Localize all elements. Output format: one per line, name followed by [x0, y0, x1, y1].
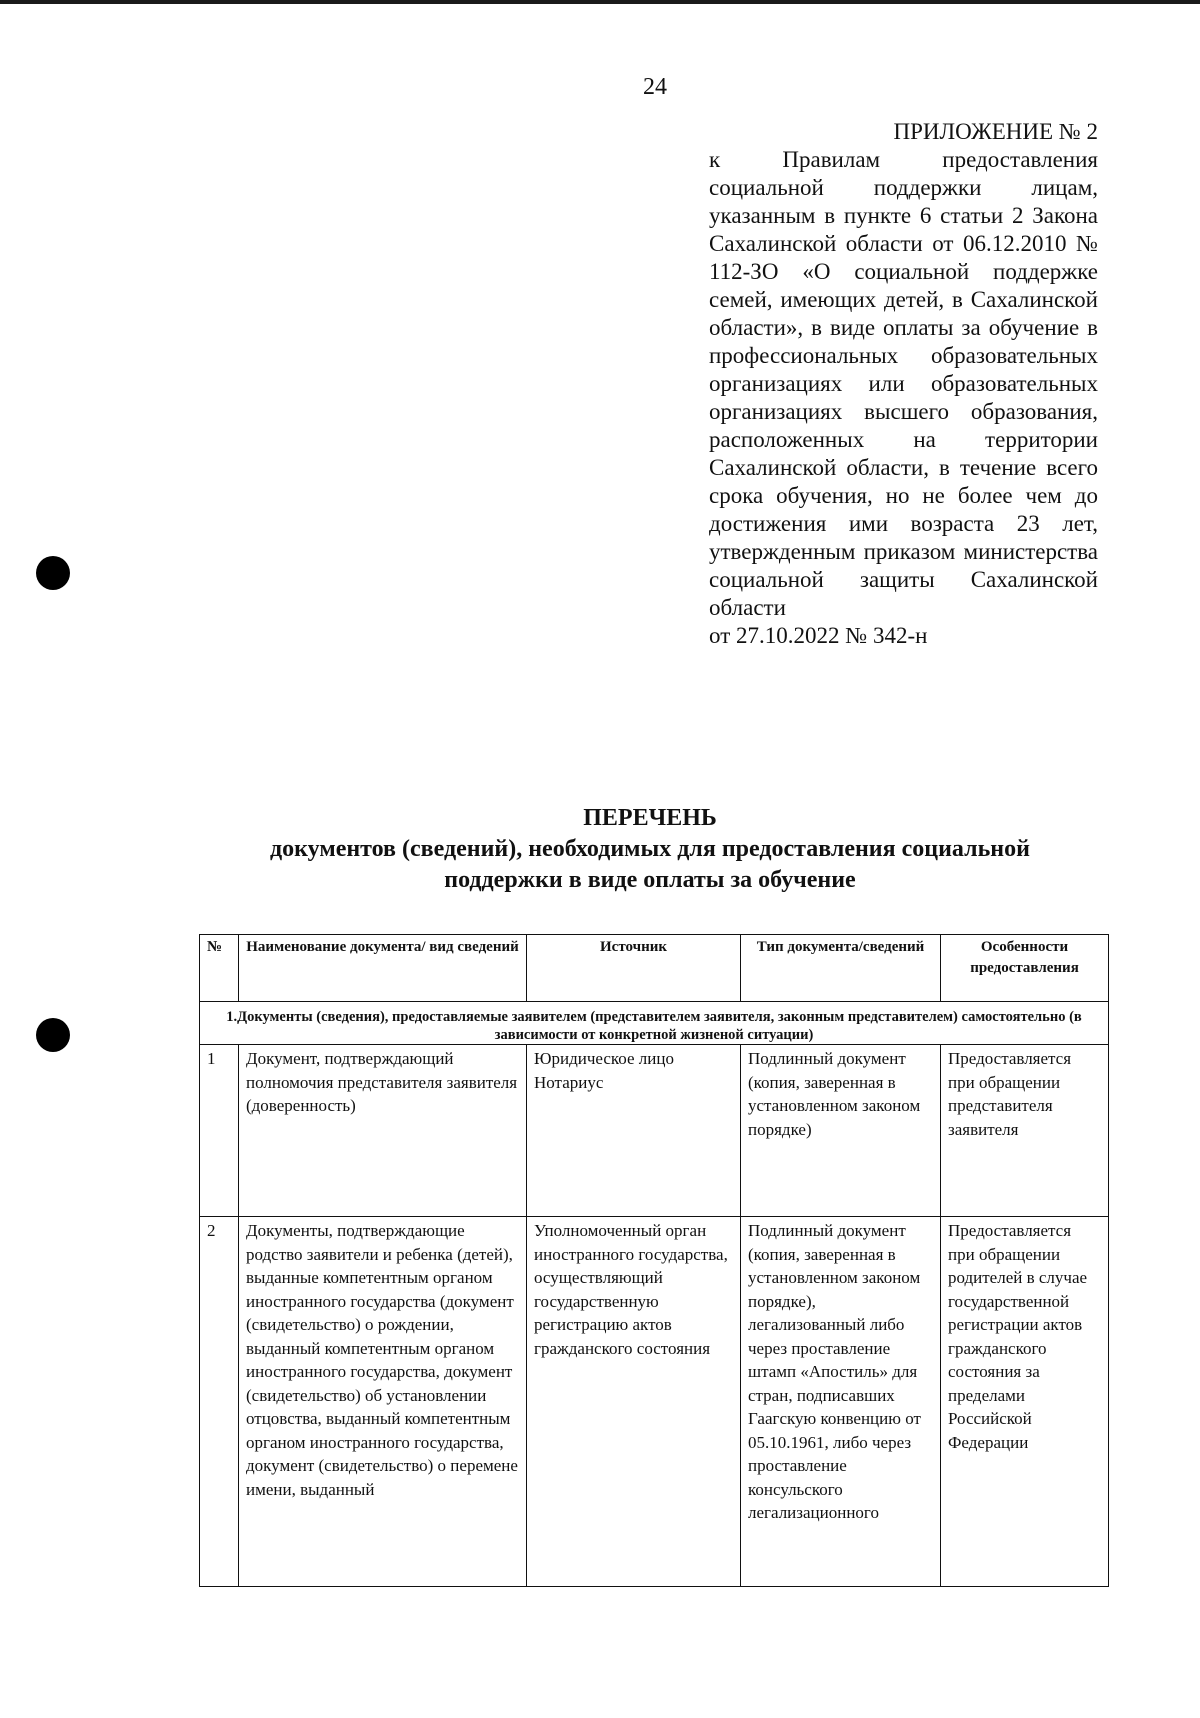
row-features: Предоставляется при обращении представителя заявителя: [941, 1045, 1109, 1217]
row-features: Предоставляется при обращении родителей в случае государственной регистрации актов гражданского состояния за пределами Российской Федерации: [941, 1217, 1109, 1587]
row-type: Подлинный документ (копия, заверенная в установленном законом порядке), легализованный либо через проставление штамп «Апостиль» для стран, подписавших Гаагскую конвенцию от 05.10.1961, либо через проставление консульского легализационного: [741, 1217, 941, 1587]
document-title-line-3: поддержки в виде оплаты за обучение: [444, 867, 856, 893]
row-num: 1: [200, 1045, 239, 1217]
appendix-body: к Правилам предоставления социальной поддержки лицам, указанным в пункте 6 статьи 2 Закона Сахалинской области от 06.12.2010 № 112-ЗО «О социальной поддержке семей, имеющих детей, в Сахалинской области», в виде оплаты за обучение в профессиональных образовательных организациях или образовательных организациях высшего образования, расположенных на территории Сахалинской области, в течение всего срока обучения, но не более чем до достижения ими возраста 23 лет, утвержденным приказом министерства социальной защиты Сахалинской области: [709, 147, 1098, 620]
documents-table: [199, 934, 1109, 1587]
appendix-block: [709, 118, 1098, 650]
section-1-heading: 1.Документы (сведения), предоставляемые заявителем (представителем заявителя, законным представителем) самостоятельно (в зависимости от конкретной жизненой ситуации): [200, 1002, 1109, 1045]
appendix-date: от 27.10.2022 № 342-н: [709, 623, 928, 648]
header-num: №: [200, 935, 239, 1002]
row-name: Документ, подтверждающий полномочия представителя заявителя (доверенность): [239, 1045, 527, 1217]
page-number: 24: [643, 74, 667, 100]
document-title: [170, 803, 1130, 896]
table-header-row: [200, 935, 1109, 1002]
row-name: Документы, подтверждающие родство заявители и ребенка (детей), выданные компетентным органом иностранного государства (документ (свидетельство) о рождении, выданный компетентным органом иностранного государства, документ (свидетельство) об установлении отцовства, выданный компетентным органом иностранного государства, документ (свидетельство) о перемене имени, выданный: [239, 1217, 527, 1587]
header-features: Особенности предоставления: [941, 935, 1109, 1002]
header-type: Тип документа/сведений: [741, 935, 941, 1002]
row-source: Уполномоченный орган иностранного государства, осуществляющий государственную регистрацию актов гражданского состояния: [527, 1217, 741, 1587]
row-type: Подлинный документ (копия, заверенная в установленном законом порядке): [741, 1045, 941, 1217]
scan-edge-line: [0, 0, 1200, 4]
row-num: 2: [200, 1217, 239, 1587]
punch-hole-upper: [36, 556, 70, 590]
punch-hole-lower: [36, 1018, 70, 1052]
document-title-line-2: документов (сведений), необходимых для предоставления социальной: [270, 836, 1030, 862]
document-title-line-1: ПЕРЕЧЕНЬ: [583, 805, 717, 831]
section-heading-row: [200, 1002, 1109, 1045]
table-row: [200, 1045, 1109, 1217]
header-source: Источник: [527, 935, 741, 1002]
appendix-title: ПРИЛОЖЕНИЕ № 2: [893, 119, 1098, 144]
row-source: Юридическое лицо Нотариус: [527, 1045, 741, 1217]
table-row: [200, 1217, 1109, 1587]
header-name: Наименование документа/ вид сведений: [239, 935, 527, 1002]
